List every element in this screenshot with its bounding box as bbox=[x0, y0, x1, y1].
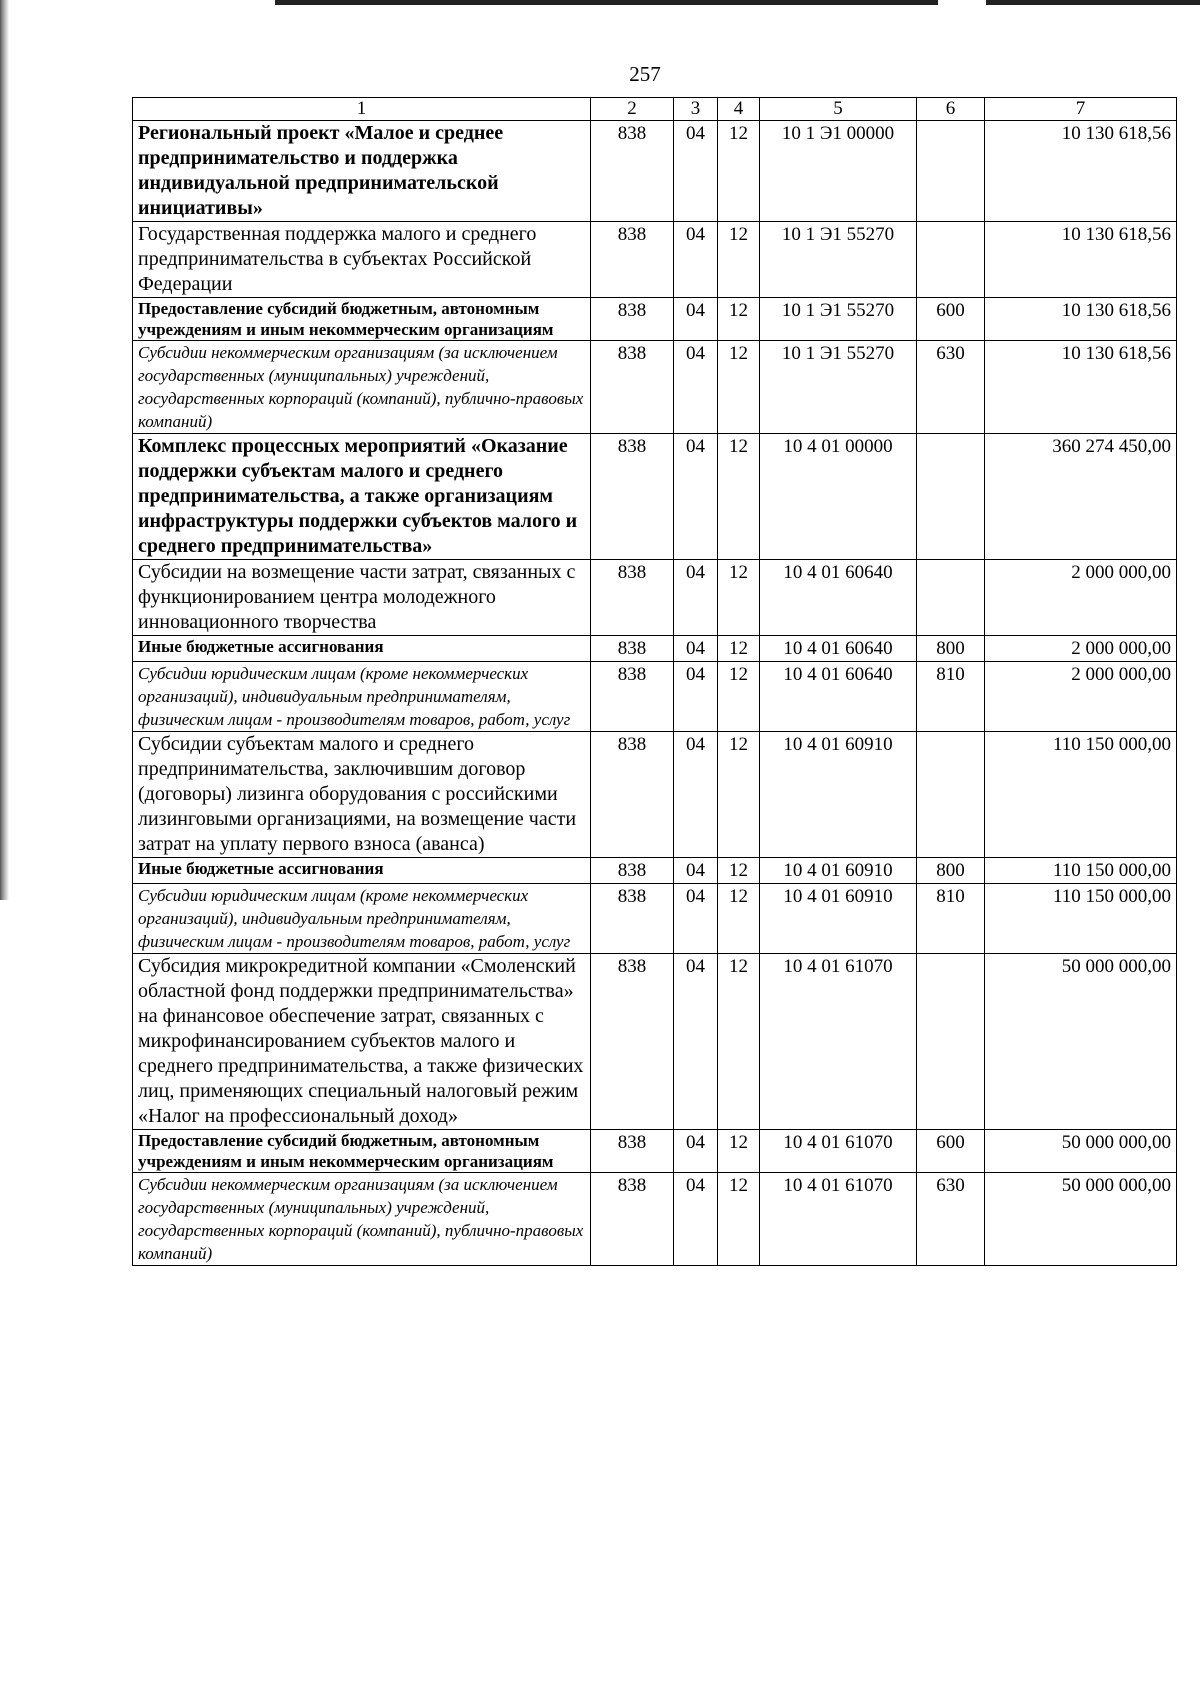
row-name: Субсидии на возмещение части затрат, связанных с функционированием центра молодежного инновационного творчества bbox=[133, 560, 591, 636]
table-row bbox=[133, 954, 1177, 1130]
cell-section: 04 bbox=[674, 732, 718, 858]
row-name: Иные бюджетные ассигнования bbox=[133, 636, 591, 662]
cell-amount: 110 150 000,00 bbox=[985, 732, 1177, 858]
cell-target-article: 10 4 01 00000 bbox=[760, 434, 917, 560]
cell-expense-type bbox=[917, 954, 985, 1130]
table-row bbox=[133, 298, 1177, 341]
cell-subsection: 12 bbox=[718, 341, 760, 434]
cell-code-admin: 838 bbox=[591, 732, 674, 858]
scan-edge-left bbox=[0, 0, 9, 900]
cell-target-article: 10 4 01 60640 bbox=[760, 560, 917, 636]
cell-code-admin: 838 bbox=[591, 298, 674, 341]
cell-subsection: 12 bbox=[718, 858, 760, 884]
cell-subsection: 12 bbox=[718, 636, 760, 662]
cell-subsection: 12 bbox=[718, 1173, 760, 1266]
cell-target-article: 10 1 Э1 00000 bbox=[760, 121, 917, 222]
cell-amount: 110 150 000,00 bbox=[985, 858, 1177, 884]
cell-section: 04 bbox=[674, 434, 718, 560]
cell-expense-type: 630 bbox=[917, 1173, 985, 1266]
cell-target-article: 10 4 01 60640 bbox=[760, 636, 917, 662]
cell-target-article: 10 4 01 61070 bbox=[760, 1130, 917, 1173]
cell-section: 04 bbox=[674, 636, 718, 662]
cell-subsection: 12 bbox=[718, 732, 760, 858]
cell-section: 04 bbox=[674, 662, 718, 732]
cell-section: 04 bbox=[674, 121, 718, 222]
cell-subsection: 12 bbox=[718, 298, 760, 341]
cell-target-article: 10 4 01 60910 bbox=[760, 884, 917, 954]
cell-target-article: 10 4 01 60910 bbox=[760, 858, 917, 884]
cell-code-admin: 838 bbox=[591, 1173, 674, 1266]
page-number: 257 bbox=[629, 62, 661, 86]
cell-target-article: 10 1 Э1 55270 bbox=[760, 298, 917, 341]
row-name: Иные бюджетные ассигнования bbox=[133, 858, 591, 884]
cell-expense-type: 810 bbox=[917, 884, 985, 954]
table-row bbox=[133, 1130, 1177, 1173]
cell-code-admin: 838 bbox=[591, 884, 674, 954]
column-header: 3 bbox=[674, 98, 718, 121]
column-header: 4 bbox=[718, 98, 760, 121]
row-name: Предоставление субсидий бюджетным, автономным учреждениям и иным некоммерческим организациям bbox=[133, 1130, 591, 1173]
cell-amount: 10 130 618,56 bbox=[985, 121, 1177, 222]
table-row bbox=[133, 341, 1177, 434]
cell-amount: 110 150 000,00 bbox=[985, 884, 1177, 954]
cell-expense-type bbox=[917, 560, 985, 636]
cell-subsection: 12 bbox=[718, 1130, 760, 1173]
cell-code-admin: 838 bbox=[591, 662, 674, 732]
cell-code-admin: 838 bbox=[591, 560, 674, 636]
cell-target-article: 10 4 01 60640 bbox=[760, 662, 917, 732]
cell-amount: 2 000 000,00 bbox=[985, 636, 1177, 662]
cell-section: 04 bbox=[674, 954, 718, 1130]
cell-expense-type: 800 bbox=[917, 636, 985, 662]
cell-expense-type bbox=[917, 434, 985, 560]
cell-section: 04 bbox=[674, 1173, 718, 1266]
column-header: 6 bbox=[917, 98, 985, 121]
column-header: 5 bbox=[760, 98, 917, 121]
table-row bbox=[133, 222, 1177, 298]
row-name: Субсидии некоммерческим организациям (за исключением государственных (муниципальных) учреждений, государственных корпораций (компаний), публично-правовых компаний) bbox=[133, 1173, 591, 1266]
cell-code-admin: 838 bbox=[591, 858, 674, 884]
cell-expense-type: 600 bbox=[917, 298, 985, 341]
budget-table bbox=[132, 97, 1177, 1266]
table-row bbox=[133, 434, 1177, 560]
cell-target-article: 10 1 Э1 55270 bbox=[760, 222, 917, 298]
row-name: Предоставление субсидий бюджетным, автономным учреждениям и иным некоммерческим организациям bbox=[133, 298, 591, 341]
row-name: Субсидии юридическим лицам (кроме некоммерческих организаций), индивидуальным предпринимателям, физическим лицам - производителям товаров, работ, услуг bbox=[133, 884, 591, 954]
table-row bbox=[133, 858, 1177, 884]
cell-section: 04 bbox=[674, 298, 718, 341]
scan-edge-top-right bbox=[986, 0, 1200, 5]
cell-amount: 2 000 000,00 bbox=[985, 560, 1177, 636]
row-name: Государственная поддержка малого и среднего предпринимательства в субъектах Российской Федерации bbox=[133, 222, 591, 298]
cell-code-admin: 838 bbox=[591, 1130, 674, 1173]
cell-code-admin: 838 bbox=[591, 954, 674, 1130]
cell-section: 04 bbox=[674, 1130, 718, 1173]
table-row bbox=[133, 1173, 1177, 1266]
cell-code-admin: 838 bbox=[591, 341, 674, 434]
table-row bbox=[133, 121, 1177, 222]
table-row bbox=[133, 560, 1177, 636]
cell-subsection: 12 bbox=[718, 954, 760, 1130]
cell-section: 04 bbox=[674, 341, 718, 434]
cell-subsection: 12 bbox=[718, 560, 760, 636]
cell-expense-type: 600 bbox=[917, 1130, 985, 1173]
cell-subsection: 12 bbox=[718, 662, 760, 732]
scan-edge-top bbox=[275, 0, 938, 5]
row-name: Субсидии некоммерческим организациям (за исключением государственных (муниципальных) учреждений, государственных корпораций (компаний), публично-правовых компаний) bbox=[133, 341, 591, 434]
table-row bbox=[133, 662, 1177, 732]
cell-expense-type: 630 bbox=[917, 341, 985, 434]
cell-expense-type bbox=[917, 732, 985, 858]
cell-target-article: 10 1 Э1 55270 bbox=[760, 341, 917, 434]
cell-amount: 2 000 000,00 bbox=[985, 662, 1177, 732]
cell-expense-type: 810 bbox=[917, 662, 985, 732]
cell-code-admin: 838 bbox=[591, 636, 674, 662]
cell-subsection: 12 bbox=[718, 222, 760, 298]
cell-target-article: 10 4 01 61070 bbox=[760, 1173, 917, 1266]
cell-target-article: 10 4 01 60910 bbox=[760, 732, 917, 858]
cell-subsection: 12 bbox=[718, 121, 760, 222]
cell-amount: 50 000 000,00 bbox=[985, 954, 1177, 1130]
row-name: Субсидия микрокредитной компании «Смоленский областной фонд поддержки предпринимательства» на финансовое обеспечение затрат, связанных с микрофинансированием субъектов малого и среднего предпринимательства, а также физических лиц, применяющих специальный налоговый режим «Налог на профессиональный доход» bbox=[133, 954, 591, 1130]
cell-expense-type bbox=[917, 222, 985, 298]
cell-expense-type: 800 bbox=[917, 858, 985, 884]
cell-code-admin: 838 bbox=[591, 222, 674, 298]
table-row bbox=[133, 884, 1177, 954]
cell-subsection: 12 bbox=[718, 434, 760, 560]
cell-target-article: 10 4 01 61070 bbox=[760, 954, 917, 1130]
cell-amount: 10 130 618,56 bbox=[985, 341, 1177, 434]
row-name: Субсидии юридическим лицам (кроме некоммерческих организаций), индивидуальным предпринимателям, физическим лицам - производителям товаров, работ, услуг bbox=[133, 662, 591, 732]
cell-subsection: 12 bbox=[718, 884, 760, 954]
cell-section: 04 bbox=[674, 858, 718, 884]
cell-section: 04 bbox=[674, 560, 718, 636]
cell-code-admin: 838 bbox=[591, 121, 674, 222]
table-row bbox=[133, 636, 1177, 662]
row-name: Комплекс процессных мероприятий «Оказание поддержки субъектам малого и среднего предпринимательства, а также организациям инфраструктуры поддержки субъектов малого и среднего предпринимательства» bbox=[133, 434, 591, 560]
column-header: 2 bbox=[591, 98, 674, 121]
cell-amount: 360 274 450,00 bbox=[985, 434, 1177, 560]
table-row bbox=[133, 732, 1177, 858]
row-name: Субсидии субъектам малого и среднего предпринимательства, заключившим договор (договоры) лизинга оборудования с российскими лизинговыми организациями, на возмещение части затрат на уплату первого взноса (аванса) bbox=[133, 732, 591, 858]
cell-amount: 50 000 000,00 bbox=[985, 1173, 1177, 1266]
cell-expense-type bbox=[917, 121, 985, 222]
column-header-row bbox=[133, 98, 1177, 121]
cell-amount: 50 000 000,00 bbox=[985, 1130, 1177, 1173]
cell-section: 04 bbox=[674, 884, 718, 954]
cell-code-admin: 838 bbox=[591, 434, 674, 560]
row-name: Региональный проект «Малое и среднее предпринимательство и поддержка индивидуальной предпринимательской инициативы» bbox=[133, 121, 591, 222]
column-header: 1 bbox=[133, 98, 591, 121]
cell-amount: 10 130 618,56 bbox=[985, 298, 1177, 341]
cell-amount: 10 130 618,56 bbox=[985, 222, 1177, 298]
column-header: 7 bbox=[985, 98, 1177, 121]
cell-section: 04 bbox=[674, 222, 718, 298]
